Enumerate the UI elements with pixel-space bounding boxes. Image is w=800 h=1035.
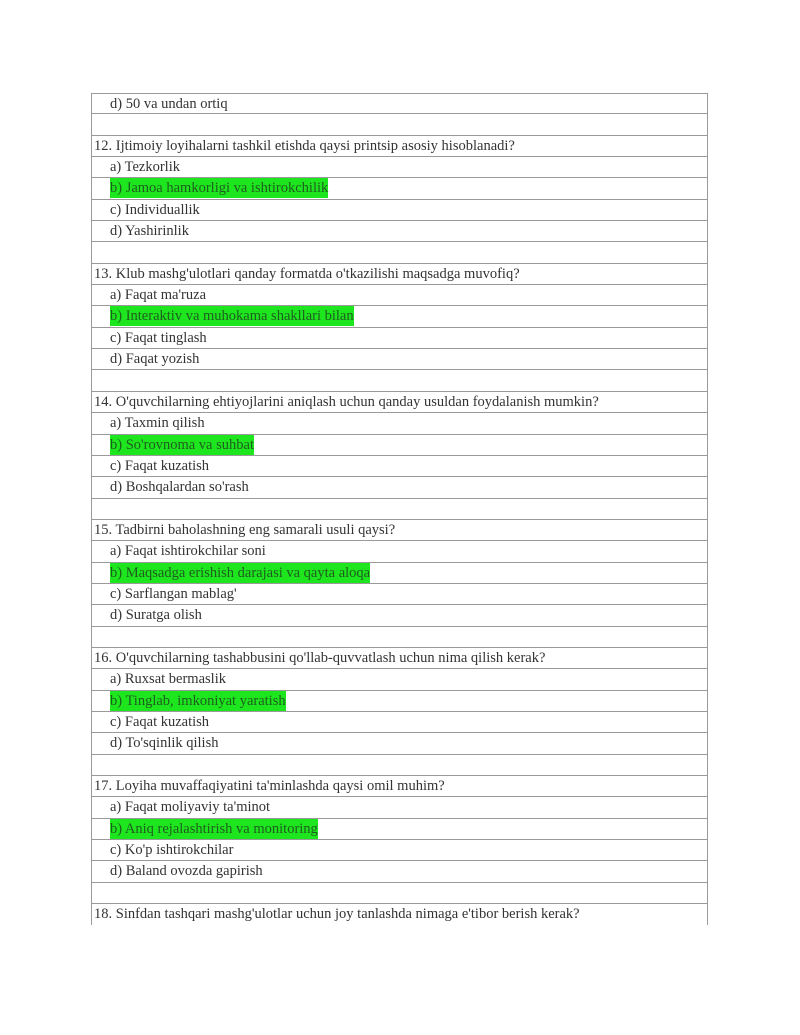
answer-option-text: c) Sarflangan mablag' [110, 585, 237, 602]
correct-answer-option-text: b) Maqsadga erishish darajasi va qayta aloqa [110, 564, 371, 581]
answer-option [91, 157, 708, 178]
answer-option [91, 200, 708, 221]
answer-option [91, 584, 708, 605]
answer-option-text: c) Individuallik [110, 201, 200, 218]
question-row-text: 18. Sinfdan tashqari mashg'ulotlar uchun joy tanlashda nimaga e'tibor berish kerak? [94, 906, 580, 923]
spacer-row [91, 755, 708, 776]
answer-option [91, 861, 708, 882]
question-row-text: 16. O'quvchilarning tashabbusini qo'llab-quvvatlash uchun nima qilish kerak? [94, 649, 546, 666]
spacer-row [91, 883, 708, 904]
correct-answer-option-text: b) So'rovnoma va suhbat [110, 436, 254, 453]
answer-option [91, 413, 708, 434]
answer-option-text: a) Faqat ma'ruza [110, 287, 207, 304]
answer-option-text: d) Yashirinlik [110, 223, 189, 240]
answer-option [91, 349, 708, 370]
answer-option [91, 797, 708, 818]
spacer-row [91, 114, 708, 135]
question-row-text: 12. Ijtimoiy loyihalarni tashkil etishda qaysi printsip asosiy hisoblanadi? [94, 137, 515, 154]
answer-option [91, 605, 708, 626]
answer-option [91, 733, 708, 754]
answer-option-text: d) To'sqinlik qilish [110, 735, 219, 752]
question-row [91, 264, 708, 285]
question-row [91, 648, 708, 669]
answer-option-text: a) Faqat ishtirokchilar soni [110, 543, 266, 560]
answer-option-text: d) Baland ovozda gapirish [110, 863, 263, 880]
correct-answer-option [91, 435, 708, 456]
answer-option-text: a) Faqat moliyaviy ta'minot [110, 799, 271, 816]
answer-option [91, 221, 708, 242]
correct-answer-option-text: b) Interaktiv va muhokama shakllari bilan [110, 308, 354, 325]
answer-option-text: a) Taxmin qilish [110, 415, 205, 432]
answer-option-text: c) Faqat kuzatish [110, 457, 210, 474]
answer-option [91, 840, 708, 861]
correct-answer-option-text: b) Aniq rejalashtirish va monitoring [110, 820, 318, 837]
answer-option [91, 93, 708, 114]
question-row-text: 14. O'quvchilarning ehtiyojlarini aniqlash uchun qanday usuldan foydalanish mumkin? [94, 393, 599, 410]
spacer-row [91, 627, 708, 648]
question-row [91, 392, 708, 413]
correct-answer-option [91, 819, 708, 840]
answer-option-text: a) Ruxsat bermaslik [110, 671, 226, 688]
answer-option-text: d) Faqat yozish [110, 351, 200, 368]
answer-option [91, 541, 708, 562]
spacer-row [91, 499, 708, 520]
question-row [91, 776, 708, 797]
correct-answer-option [91, 178, 708, 199]
answer-option-text: c) Faqat tinglash [110, 329, 207, 346]
answer-option [91, 328, 708, 349]
question-row [91, 520, 708, 541]
answer-option-text: d) Boshqalardan so'rash [110, 479, 249, 496]
question-row-text: 17. Loyiha muvaffaqiyatini ta'minlashda qaysi omil muhim? [94, 778, 445, 794]
answer-option [91, 285, 708, 306]
answer-option-text: d) Suratga olish [110, 607, 202, 624]
answer-option-text: d) 50 va undan ortiq [110, 96, 228, 112]
correct-answer-option [91, 306, 708, 327]
correct-answer-option [91, 691, 708, 712]
question-row-text: 15. Tadbirni baholashning eng samarali usuli qaysi? [94, 521, 396, 538]
spacer-row [91, 242, 708, 263]
answer-option [91, 456, 708, 477]
correct-answer-option-text: b) Jamoa hamkorligi va ishtirokchilik [110, 180, 329, 197]
answer-option-text: c) Faqat kuzatish [110, 713, 210, 730]
answer-option [91, 669, 708, 690]
question-row [91, 904, 708, 925]
answer-option [91, 712, 708, 733]
correct-answer-option [91, 563, 708, 584]
question-row-text: 13. Klub mashg'ulotlari qanday formatda o'tkazilishi maqsadga muvofiq? [94, 265, 520, 282]
question-row [91, 136, 708, 157]
correct-answer-option-text: b) Tinglab, imkoniyat yaratish [110, 692, 286, 709]
answer-option-text: c) Ko'p ishtirokchilar [110, 842, 234, 859]
quiz-table [91, 93, 708, 925]
answer-option [91, 477, 708, 498]
spacer-row [91, 370, 708, 391]
answer-option-text: a) Tezkorlik [110, 159, 180, 176]
